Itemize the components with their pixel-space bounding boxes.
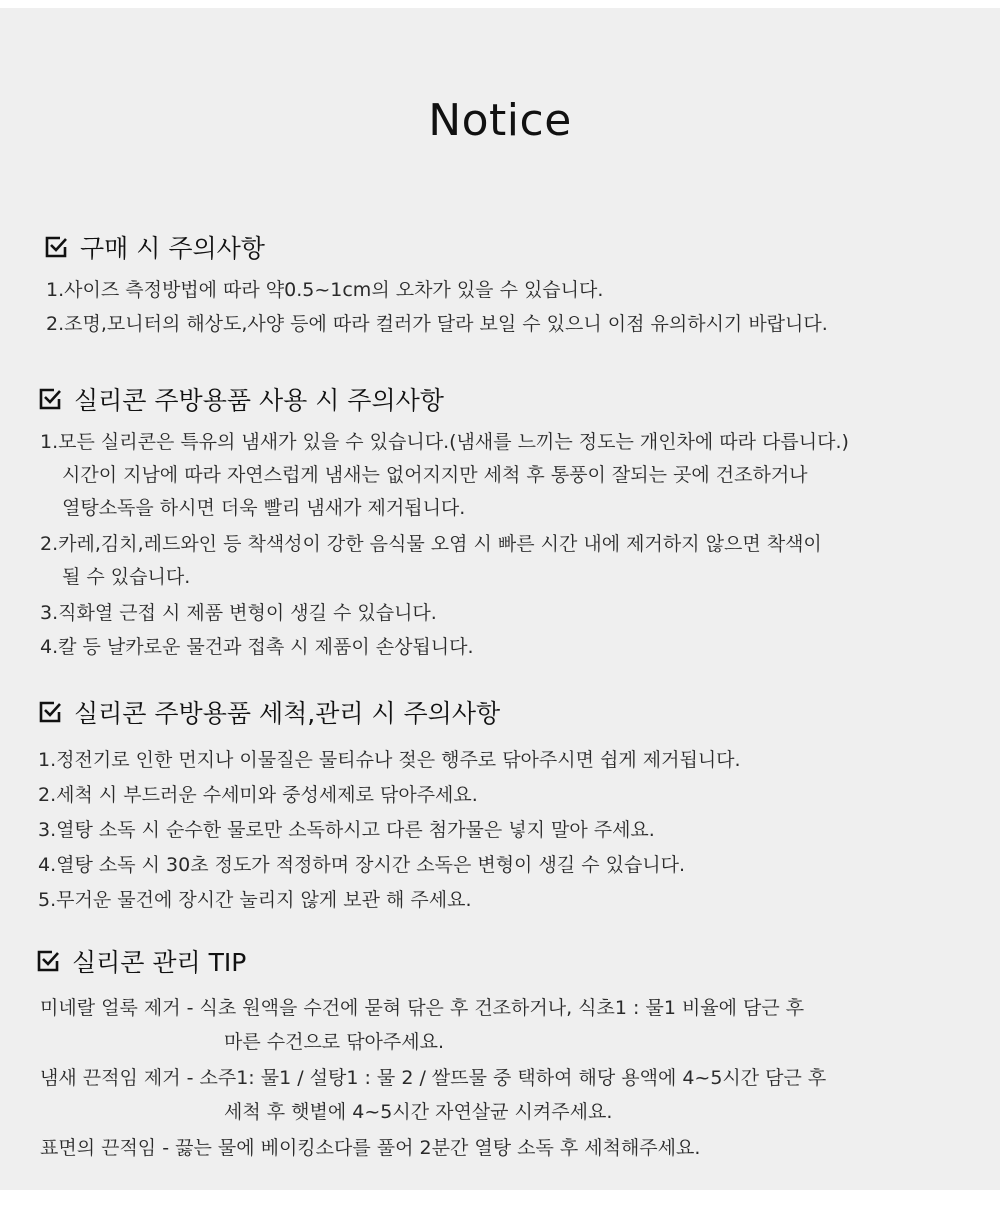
notice-line: 2.세척 시 부드러운 수세미와 중성세제로 닦아주세요. — [38, 784, 478, 806]
section-heading-text: 실리콘 주방용품 세척,관리 시 주의사항 — [74, 699, 501, 728]
section-heading — [44, 232, 265, 262]
notice-line: 3.직화열 근접 시 제품 변형이 생길 수 있습니다. — [40, 602, 437, 624]
tip-line: 마른 수건으로 닦아주세요. — [224, 1031, 445, 1053]
checkbox-icon — [36, 949, 60, 973]
section-heading — [38, 697, 500, 727]
notice-line: 2.카레,김치,레드와인 등 착색성이 강한 음식물 오염 시 빠른 시간 내에 제거하지 않으면 착색이 — [40, 533, 822, 555]
checkbox-icon — [44, 235, 68, 259]
checkbox-icon — [38, 700, 62, 724]
section-heading — [36, 946, 246, 976]
section-heading-text: 실리콘 관리 TIP — [72, 948, 247, 977]
section-heading-text: 실리콘 주방용품 사용 시 주의사항 — [74, 386, 444, 415]
tip-line: 냄새 끈적임 제거 - 소주1: 물1 / 설탕1 : 물 2 / 쌀뜨물 중 택하여 해당 용액에 4~5시간 담근 후 — [40, 1067, 827, 1089]
notice-line: 3.열탕 소독 시 순수한 물로만 소독하시고 다른 첨가물은 넣지 말아 주세요. — [38, 819, 655, 841]
notice-line: 4.열탕 소독 시 30초 정도가 적정하며 장시간 소독은 변형이 생길 수 있습니다. — [38, 854, 686, 876]
tip-line: 표면의 끈적임 - 끓는 물에 베이킹소다를 풀어 2분간 열탕 소독 후 세척해주세요. — [40, 1137, 701, 1159]
section-heading — [38, 384, 444, 414]
notice-panel — [0, 8, 1000, 1190]
section-heading-text: 구매 시 주의사항 — [80, 234, 265, 263]
notice-line: 2.조명,모니터의 해상도,사양 등에 따라 컬러가 달라 보일 수 있으니 이점 유의하시기 바랍니다. — [46, 313, 828, 335]
notice-line: 될 수 있습니다. — [62, 566, 191, 588]
notice-line: 4.칼 등 날카로운 물건과 접촉 시 제품이 손상됩니다. — [40, 636, 474, 658]
tip-line: 세척 후 햇볕에 4~5시간 자연살균 시켜주세요. — [224, 1101, 613, 1123]
page-title: Notice — [428, 95, 572, 146]
checkbox-icon — [38, 387, 62, 411]
notice-line: 1.모든 실리콘은 특유의 냄새가 있을 수 있습니다.(냄새를 느끼는 정도는 개인차에 따라 다릅니다.) — [40, 431, 849, 453]
notice-line: 1.정전기로 인한 먼지나 이물질은 물티슈나 젖은 행주로 닦아주시면 쉽게 제거됩니다. — [38, 749, 741, 771]
notice-line: 5.무거운 물건에 장시간 눌리지 않게 보관 해 주세요. — [38, 889, 472, 911]
notice-line: 시간이 지남에 따라 자연스럽게 냄새는 없어지지만 세척 후 통풍이 잘되는 곳에 건조하거나 — [62, 464, 808, 486]
tip-line: 미네랄 얼룩 제거 - 식초 원액을 수건에 묻혀 닦은 후 건조하거나, 식초1 : 물1 비율에 담근 후 — [40, 997, 805, 1019]
notice-line: 1.사이즈 측정방법에 따라 약0.5~1cm의 오차가 있을 수 있습니다. — [46, 279, 604, 301]
notice-line: 열탕소독을 하시면 더욱 빨리 냄새가 제거됩니다. — [62, 497, 466, 519]
